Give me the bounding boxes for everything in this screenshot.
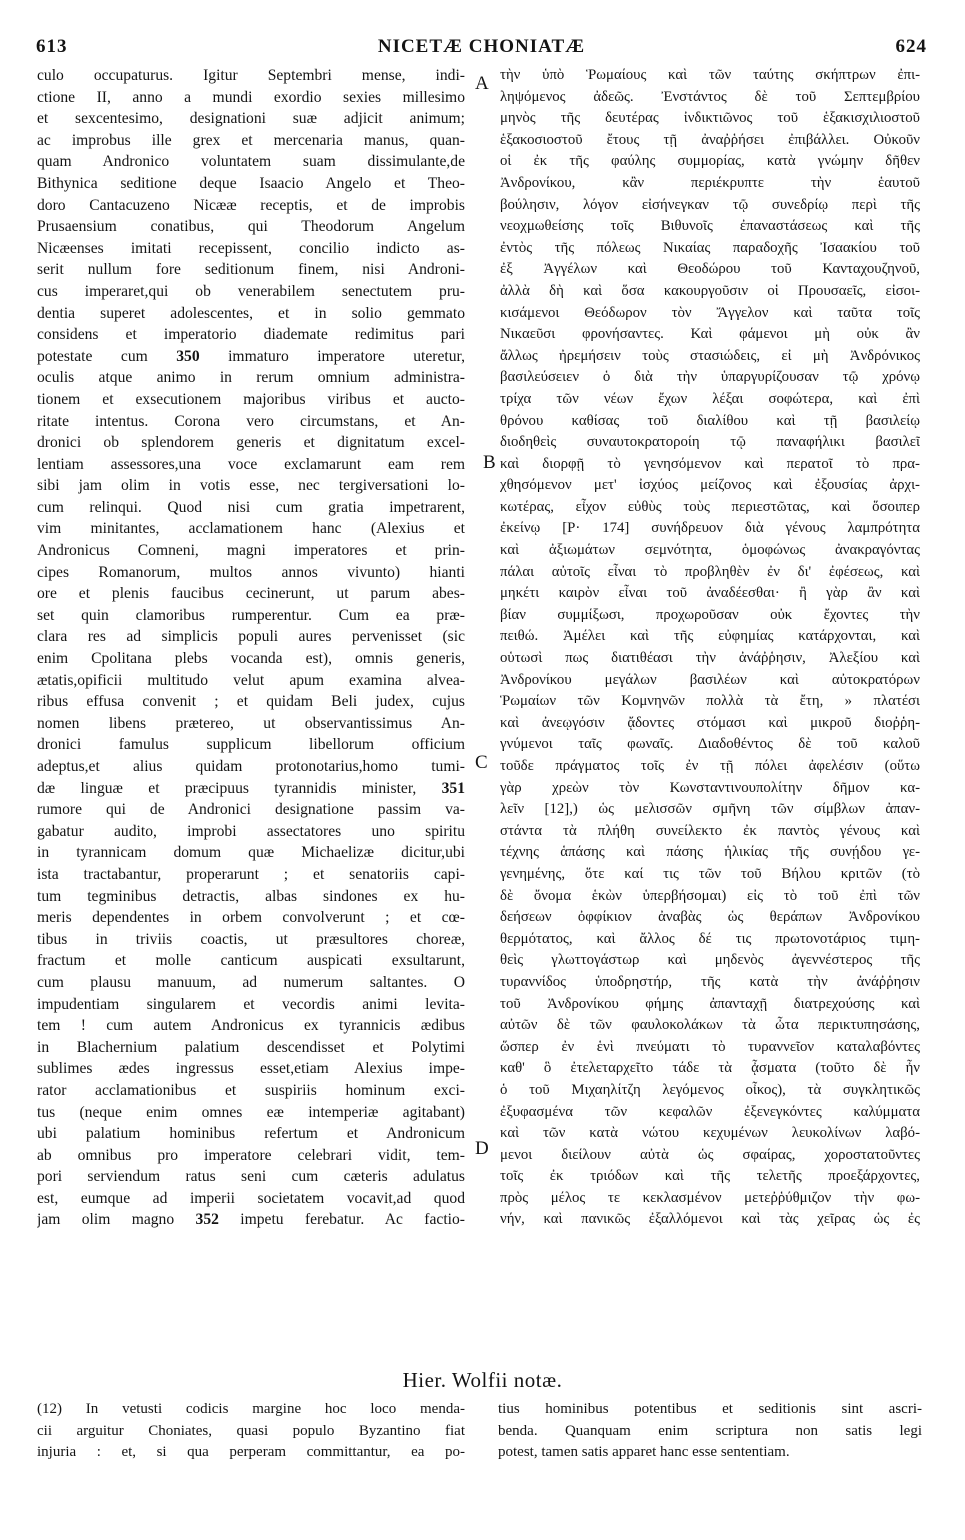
greek-line: βίαν συμμίξωσι, προχωροῦσαν οὐκ ἔχοντες τὴν bbox=[500, 606, 920, 623]
latin-line: pori serviendum ratus seni cum cæteris adulatus bbox=[37, 1168, 465, 1186]
greek-line: νήν, καὶ πανικῶς ἐξαλλόμενοι καὶ τὰς χεῖρας ὡς ἐς bbox=[500, 1211, 920, 1228]
latin-line: ribus effusa convenit ; et quidam Beli judex, cujus bbox=[37, 693, 465, 711]
latin-line: et sexcentesimo, designationi suæ adjicit animum; bbox=[37, 110, 465, 128]
greek-line: καὶ τῶν κατὰ νώτου κεχυμένων λευκολίνων λαβό- bbox=[500, 1125, 920, 1142]
greek-line: ὥσπερ ἐν ἑνὶ πνεύματι τὸ τυραννεῖον καταλαβόντες bbox=[500, 1038, 920, 1055]
latin-line bbox=[37, 1209, 465, 1231]
latin-line: tem ! cum autem Andronicus ex tyrannicis ædibus bbox=[37, 1017, 465, 1035]
latin-line: quam Andronico voluntatem suam dissimulante,de bbox=[37, 153, 465, 171]
greek-line: τοῦδε πράγματος τοῖς ἐν τῇ πόλει ἀφελέσιν (οὕτω bbox=[500, 758, 920, 774]
latin-line: cipes Romanorum, multos annos vivunto) hianti bbox=[37, 563, 465, 581]
latin-line: clara res ad simplicis populi aures pervenisset (sic bbox=[37, 628, 465, 646]
greek-line: θερμότατος, καὶ ἄλλος δέ τις πρωτονοτάριος τιμη- bbox=[500, 930, 920, 947]
latin-column bbox=[37, 65, 465, 1231]
greek-line: πρὸς μέλος τε κεκλασμένον μετεῤῥύθμιζον τὴν φω- bbox=[500, 1189, 920, 1206]
greek-line: βασιλεύσειεν ὁ διὰ τὴν ὑπαργυρίζουσαν τῷ χρόνῳ bbox=[500, 369, 920, 386]
greek-line: οὑτωσὶ πως διατιθέασι τὴν ἀνάῤῥησιν, Ἀλεξίου καὶ bbox=[500, 650, 920, 667]
section-marker-c: C bbox=[475, 752, 488, 773]
latin-line: ritate intentus. Corona vero circumstans, et An- bbox=[37, 412, 465, 430]
greek-line: τυραννίδος ὑποδρηστήρ, τῆς κατὰ τὴν ἀνάῤῥησιν bbox=[500, 973, 920, 990]
latin-text: potestate cum bbox=[37, 347, 177, 365]
greek-line: Νικαεῦσι φρονήσαντες. Καὶ φάμενοι μὴ οὐκ ἂν bbox=[500, 326, 920, 343]
footnote-line: benda. Quanquam enim scriptura non satis legi bbox=[498, 1422, 922, 1439]
footnote-line: tius hominibus potentibus et seditionis sint ascri- bbox=[498, 1401, 922, 1417]
greek-line: αὐτῶν δὲ τῶν φαυλοκολάκων τὰ ὦτα περικτυπησάσης, bbox=[500, 1017, 920, 1034]
greek-line: οἱ ἐκ τῆς φαύλης συμμορίας, κατὰ γνώμην δῆθεν bbox=[500, 153, 920, 170]
footnote-line: injuria : et, si qua perperam committantur, ea po- bbox=[37, 1444, 465, 1461]
greek-line: ἐξ Ἀγγέλων καὶ Θεοδώρου τοῦ Κανταχουζηνοῦ, bbox=[500, 261, 920, 278]
page-number-left: 613 bbox=[36, 36, 68, 57]
greek-line: Ῥωμαίων τῶν Κομνηνῶν πολλὰ τὰ ἔτη, » πλατέσι bbox=[500, 693, 920, 710]
footnote-line: potest, tamen satis apparet hanc esse sententiam. bbox=[498, 1444, 790, 1461]
page-number-right: 624 bbox=[895, 36, 927, 57]
greek-line: καὶ ἀνεῳγόσιν ᾄδοντες στόμασι καὶ μικροῦ διοῤῥη- bbox=[500, 714, 920, 731]
latin-line: tionem et exsecutionem majoribus viribus et aucto- bbox=[37, 390, 465, 408]
latin-line: dentia superet adolescentes, et in solio gemmato bbox=[37, 304, 465, 322]
latin-line: culo occupaturus. Igitur Septembri mense, indi- bbox=[37, 67, 465, 84]
greek-line: τέχνης ἁπάσης καὶ πάσης ἡλικίας τῆς συνῄδου γε- bbox=[500, 844, 920, 861]
greek-line: νεοχμωθείσης τοῖς Βιθυνοῖς ἐπαναστάσεως καὶ τῆς bbox=[500, 218, 920, 235]
latin-text: impetu ferebatur. Ac factio- bbox=[218, 1211, 465, 1229]
greek-line: τρίχα τῶν νέων ἔχων λέξαι σοφώτερα, καὶ ἐπὶ bbox=[500, 390, 920, 407]
latin-line: fractum et molle canticum auspicati exsultarunt, bbox=[37, 952, 465, 970]
greek-line: καθ' ὃ ἐτελεταρχεῖτο τάδε τὰ ᾆσματα (τοῦτο δὲ ἦν bbox=[500, 1060, 920, 1077]
greek-line: πειθώ. Ἀμέλει καὶ τῆς εὐφημίας κατάρχονται, καὶ bbox=[500, 628, 920, 645]
greek-line: πάλαι αὐτοῖς εἶναι τὸ προβληθὲν ἐν δι' ἐφέσεως, καὶ bbox=[500, 563, 920, 580]
greek-line: καὶ ἀξιωμάτων σεμνότητα, ὁμοφώνως ἀνακραγόντας bbox=[500, 542, 920, 559]
page-header bbox=[36, 36, 927, 66]
latin-line: ætatis,opificii multitudo velut apum examina alvea- bbox=[37, 671, 465, 689]
latin-line: est, eumque ad imperii societatem vocavit,ad quod bbox=[37, 1189, 465, 1207]
latin-line: enim Cpolitana plebs vocanda est), omnis generis, bbox=[37, 650, 465, 668]
greek-line: γνύμενοι ταῖς φωναῖς. Διαδοθέντος δὲ τοῦ καλοῦ bbox=[500, 736, 920, 753]
latin-line: tibus in triviis coactis, ut præsultores choreæ, bbox=[37, 930, 465, 948]
latin-line: ore et plenis faucibus cecinerunt, ut parum abes- bbox=[37, 585, 465, 603]
original-page-number: 351 bbox=[441, 779, 465, 797]
greek-line: κωτέρας, εἶχον εὐθὺς τοὺς περιεστῶτας, καὶ ὅσοιπερ bbox=[500, 498, 920, 515]
greek-line: στάντα τὰ πλήθη συνείλεκτο ἐκ παντὸς γένους καὶ bbox=[500, 822, 920, 839]
latin-line: nomen libens prætereo, ut observantissimus An- bbox=[37, 714, 465, 732]
section-marker-b: B bbox=[483, 452, 496, 473]
latin-line: Bithynica seditione deque Isaacio Angelo et Theo- bbox=[37, 174, 465, 192]
greek-line: ἐξυφασμένα τῶν κεφαλῶν ἐξενεγκόντες καλύμματα bbox=[500, 1103, 920, 1120]
greek-line: γὰρ χρεὼν τὸν Κωνσταντινουπολίτην δῆμον κα- bbox=[500, 779, 920, 796]
latin-text: immaturo imperatore uteretur, bbox=[199, 347, 465, 365]
latin-line: dronici ob splendorem generis et dignitatum excel- bbox=[37, 434, 465, 452]
latin-line: adeptus,et alius quidam protonotarius,homo tumi- bbox=[37, 758, 465, 775]
latin-line: doro Cantacuzeno Nicææ receptis, et de improbis bbox=[37, 196, 465, 214]
latin-line: rumore qui de Andronici designatione passim va- bbox=[37, 801, 465, 819]
latin-line: sublimes ædes ingressus esset,etiam Alexius impe- bbox=[37, 1060, 465, 1078]
greek-line: κισάμενοι Θεόδωρον τὸν Ἄγγελον καὶ ταῦτα τοῖς bbox=[500, 304, 920, 321]
greek-line: θρόνου καθίσας τοῦ διαλίθου καὶ τῇ βασιλείῳ bbox=[500, 412, 920, 429]
greek-line: βούλησιν, λόγον εἰσήνεγκαν τῷ συνεδρίῳ περὶ τῆς bbox=[500, 196, 920, 213]
greek-line: ἄλλως ἠρεμήσειν τοὺς στασιώδεις, εἰ μὴ Ἀνδρόνικος bbox=[500, 347, 920, 364]
latin-line: in tyrannicam domum quæ Michaelizæ dicitur,ubi bbox=[37, 844, 465, 862]
latin-line: ctione II, anno a mundi exordio sexies millesimo bbox=[37, 88, 465, 106]
greek-line: καὶ διορφῇ τὸ γενησόμενον καὶ περατοῖ τὸ πρα- bbox=[500, 455, 920, 472]
latin-line: ac improbus ille grex et mercenaria manus, quan- bbox=[37, 131, 465, 149]
footnote-right bbox=[498, 1400, 922, 1465]
latin-line: Prusaensium conatibus, qui Theodorum Angelum bbox=[37, 218, 465, 236]
greek-line: μηνὸς τῆς δευτέρας ἰνδικτιῶνος τοῦ ἑξακισχιλιοστοῦ bbox=[500, 110, 920, 127]
greek-line: δὲ ὄνομα ἑκὼν ὑπερβήσομαι) εἰς τὸ τοῦ ἐπὶ τῶν bbox=[500, 887, 920, 904]
greek-column bbox=[500, 65, 920, 1231]
section-marker-d: D bbox=[475, 1138, 489, 1159]
footnote-line: cii arguitur Choniates, quasi populo Byzantino fiat bbox=[37, 1422, 465, 1439]
section-marker-a: A bbox=[475, 73, 489, 94]
original-page-number: 352 bbox=[195, 1211, 219, 1229]
greek-line: δεήσεων ὀφφίκιον ἀναβὰς ὡς θεράπων Ἀνδρονίκου bbox=[500, 909, 920, 926]
greek-line: τὴν ὑπὸ Ῥωμαίους καὶ τῶν ταύτης σκήπτρων ἐπι- bbox=[500, 67, 920, 83]
latin-line: impudentiam singularem et vecordis animi levita- bbox=[37, 995, 465, 1013]
notes-title: Hier. Wolfii notæ. bbox=[402, 1368, 563, 1392]
greek-line: ἑξακοσιοστοῦ ἔτους τῇ ἀναῤῥήσει ἐπιβάλλει. Οὐκοῦν bbox=[500, 131, 920, 148]
running-title: NICETÆ CHONIATÆ bbox=[377, 36, 586, 57]
original-page-number: 350 bbox=[176, 347, 200, 365]
greek-line: χθησόμενον μετ' ἰσχύος μείζονος καὶ ἐξουσίας ἀρχι- bbox=[500, 477, 920, 494]
latin-line: ista tractabantur, properarunt ; et senatoriis capi- bbox=[37, 865, 465, 883]
greek-line: ληψόμενος ἀδεῶς. Ἐνστάντος δὲ τοῦ Σεπτεμβρίου bbox=[500, 88, 920, 105]
greek-line: ἐκείνῳ [P· 174] συνήδρευον διὰ γένους λαμπρότητα bbox=[500, 520, 920, 537]
latin-line: ab omnibus pro imperatore celebrari vidit, tem- bbox=[37, 1146, 465, 1164]
greek-line: γενημένης, ὅτε καί τις τῶν τοῦ Βήλου κριτῶν (τὸ bbox=[500, 865, 920, 882]
latin-line: dronici famulus supplicum libellorum officium bbox=[37, 736, 465, 754]
latin-line: set quin clamoribus rumperentur. Cum ea præ- bbox=[37, 606, 465, 624]
latin-line: ubi palatium hominibus refertum et Andronicum bbox=[37, 1125, 465, 1143]
latin-line: lentiam assessores,una voce exclamarunt eam rem bbox=[37, 455, 465, 473]
greek-line: διοδηθεὶς συναυτοκρατοροίη τῷ παναφήλικι βασιλεῖ bbox=[500, 434, 920, 451]
greek-line: Ἀνδρονίκου μεγάλων βασιλέων καὶ αὐτοκρατόρων bbox=[500, 671, 920, 688]
latin-text: dæ linguæ et præcipuus tyrannidis minister, bbox=[37, 779, 442, 797]
latin-line: considens et imperatorio diademate redimitus pari bbox=[37, 326, 465, 344]
latin-text: jam olim magno bbox=[37, 1211, 196, 1229]
latin-line: in Blachernium palatium descendisset et Polytimi bbox=[37, 1038, 465, 1056]
greek-line: Ἀνδρονίκου, κἂν περιέκρυπτε τὴν ἑαυτοῦ bbox=[500, 174, 920, 191]
footnote-left bbox=[37, 1400, 465, 1465]
latin-line: tum tegminibus detractis, albas sindones ex hu- bbox=[37, 887, 465, 905]
latin-line: cus imperaret,qui ob venerabilem senectutem pru- bbox=[37, 282, 465, 300]
latin-line: cum plausu manuum, ad numerum saltantes. O bbox=[37, 973, 465, 991]
latin-line: tus (neque enim omnes eæ intemperiæ agitabant) bbox=[37, 1103, 465, 1121]
latin-line: sibi jam olim in votis esse, nec tergiversationi lo- bbox=[37, 477, 465, 495]
greek-line: ὁ τοῦ Μιχαηλίτζη λεγόμενος οἶκος), τὰ συγκλητικῶς bbox=[500, 1081, 920, 1098]
latin-line: meris dependentes in orbem convolverunt ; et cœ- bbox=[37, 909, 465, 927]
greek-line: τοῖς ἐκ τριόδων καὶ τῆς τελετῆς προεξάρχοντες, bbox=[500, 1168, 920, 1185]
latin-line: cum relinqui. Quod nisi cum gratia impetrarent, bbox=[37, 498, 465, 516]
latin-line: gabatur audito, improbi assectatores uno spiritu bbox=[37, 822, 465, 840]
greek-line: μενοι διείλουν αὐτὰ ὡς σφαίρας, χοροστατοῦντες bbox=[500, 1146, 920, 1163]
latin-line: Andronicus Comneni, magni imperatores et prin- bbox=[37, 542, 465, 560]
greek-line: θεὶς γλωττογάστωρ καὶ μηδενὸς ἀγεννέστερος τῆς bbox=[500, 952, 920, 969]
greek-line: τοῦ Ἀνδρονίκου φήμης ἀπανταχῇ διατρεχούσης καὶ bbox=[500, 995, 920, 1012]
latin-line: Nicæenses imitati recepissent, concilio indicto as- bbox=[37, 239, 465, 257]
latin-line: serit nullum fore seditionum finem, nisi Androni- bbox=[37, 261, 465, 279]
latin-line bbox=[37, 346, 465, 368]
latin-line: rator acclamationibus et suspiriis hominum exci- bbox=[37, 1081, 465, 1099]
latin-line: vim minitantes, acclamationem hanc (Alexius et bbox=[37, 520, 465, 538]
greek-line: ἀλλὰ δὴ καὶ ὅσα κακουργοῦσιν οἱ Προυσαεῖς, εἰσοι- bbox=[500, 282, 920, 299]
greek-line: λεῖν [12],) ὡς μελισσῶν σμῆνη τῶν σίμβλων ἀπαν- bbox=[500, 801, 920, 818]
latin-line: oculis atque animo in rerum omnium administra- bbox=[37, 369, 465, 387]
latin-line bbox=[37, 778, 465, 800]
greek-line: ἐντὸς τῆς πόλεως Νικαίας παραδοχῆς Ἰσαακίου τοῦ bbox=[500, 239, 920, 256]
greek-line: μηκέτι καιρὸν εἶναι τοῦ ἀναδέεσθαι· ἢ γὰρ ἂν καὶ bbox=[500, 585, 920, 602]
footnote-line: (12) In vetusti codicis margine hoc loco menda- bbox=[37, 1401, 465, 1417]
